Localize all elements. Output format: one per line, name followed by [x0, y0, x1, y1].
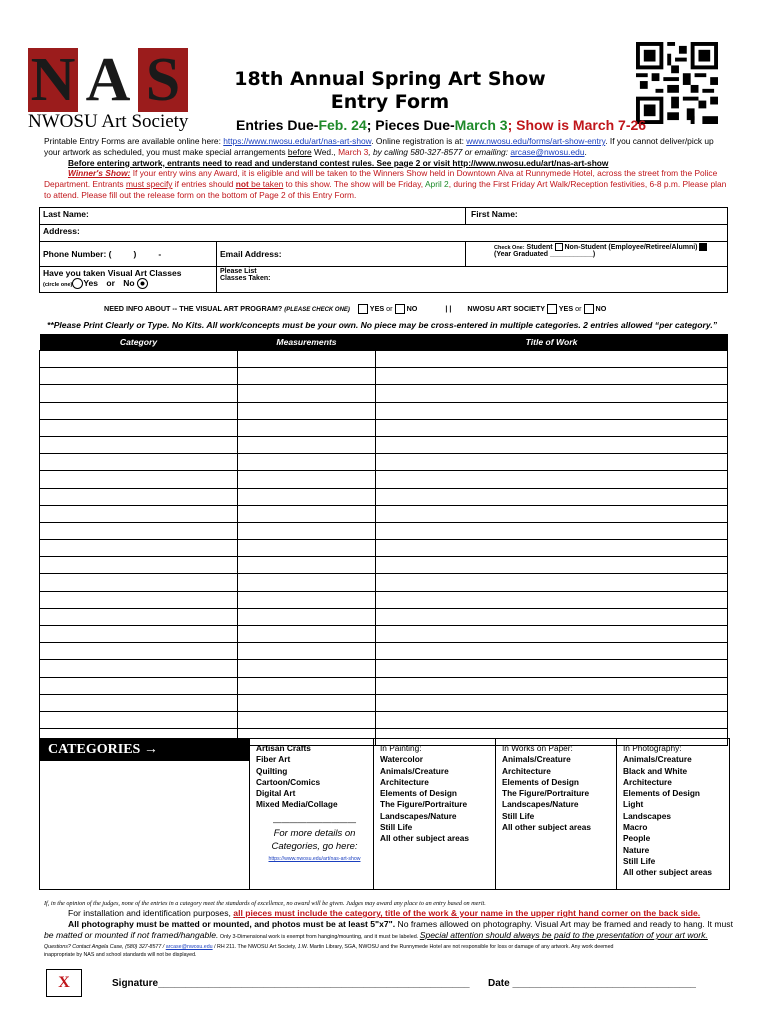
category-item: Black and White	[623, 765, 688, 776]
more-details-text	[256, 828, 373, 853]
entry-row	[40, 471, 728, 488]
first-name-field[interactable]	[466, 208, 728, 225]
category-item: Animals/Creature	[380, 765, 449, 776]
entry-row	[40, 385, 728, 402]
photography-requirement: All photography must be matted or mounted, and photos must be at least 5"x7".	[68, 919, 396, 929]
intro-line-1	[44, 136, 730, 147]
category-item: Animals/Creature	[623, 754, 692, 765]
category-item: Nature	[623, 844, 650, 855]
intro-text: if entries should	[172, 179, 236, 190]
measurements-cell[interactable]	[238, 522, 376, 539]
intro-text: to this show. The show will be Friday,	[283, 179, 425, 190]
or-label: or	[575, 304, 582, 313]
entry-row	[40, 694, 728, 711]
classes-taken-field[interactable]	[217, 267, 728, 293]
title-cell[interactable]	[376, 660, 728, 677]
signature-field[interactable]: Signature________________________________________________________	[112, 978, 470, 989]
category-item: Watercolor	[380, 754, 424, 765]
last-name-field[interactable]	[40, 208, 466, 225]
logo-letter-s: S	[138, 48, 188, 112]
measurements-cell[interactable]	[238, 608, 376, 625]
visual-art-classes-question	[40, 267, 217, 293]
please-list-label: Please List	[220, 268, 257, 275]
painting-header: In Painting:	[380, 743, 422, 753]
need-info-label: NEED INFO ABOUT -- THE VISUAL ART PROGRAM?	[104, 304, 283, 313]
intro-line-6: to attend. Please fill out the release form on the bottom of Page 2 of this Entry Form.	[44, 189, 357, 200]
art-society-no-label: NO	[595, 304, 607, 313]
entry-row	[40, 540, 728, 557]
category-cell[interactable]	[40, 608, 238, 625]
category-item: People	[623, 833, 651, 844]
contact-email-link[interactable]: arcase@nwosu.edu	[165, 944, 213, 950]
art-society-label: NWOSU ART SOCIETY	[467, 304, 545, 313]
judging-note: If, in the opinion of the judges, none of the entries in a category meet the standards of excellence, no award will be given. Judges may award any place to an entry based on merit.	[44, 900, 486, 907]
non-student-checkbox[interactable]	[699, 243, 707, 251]
entries-due-label: Entries Due-	[236, 117, 319, 133]
measurements-cell[interactable]	[238, 488, 376, 505]
title-cell[interactable]	[376, 574, 728, 591]
entry-row	[40, 368, 728, 385]
category-cell[interactable]	[40, 711, 238, 728]
category-item: All other subject areas	[502, 822, 591, 833]
entry-row	[40, 660, 728, 677]
phone-label: Phone Number: (	[43, 249, 112, 259]
title-of-work-header: Title of Work	[376, 334, 728, 351]
category-item: Animals/Creature	[502, 754, 571, 765]
title-cell[interactable]	[376, 351, 728, 368]
category-item: Mixed Media/Collage	[256, 799, 338, 810]
intro-text: your artwork as scheduled, you must make special arrangements	[44, 146, 288, 157]
please-check-one-label: (PLEASE CHECK ONE)	[284, 307, 350, 313]
separator: | |	[445, 304, 452, 313]
category-item: Elements of Design	[380, 788, 457, 799]
measurements-cell[interactable]	[238, 591, 376, 608]
category-rule: ——————————	[273, 816, 356, 827]
email-link[interactable]: arcase@nwosu.edu	[510, 146, 585, 157]
yes-label: Yes	[83, 278, 98, 288]
intro-line-2	[44, 147, 730, 158]
logo-letter-n: N	[28, 48, 78, 112]
title-cell[interactable]	[376, 608, 728, 625]
works-on-paper-header: In Works on Paper:	[502, 743, 573, 753]
category-item: Quilting	[256, 765, 288, 776]
intro-text: not	[235, 179, 249, 190]
measurements-cell[interactable]	[238, 505, 376, 522]
category-item: Still Life	[380, 822, 413, 833]
entry-row	[40, 711, 728, 728]
categories-title: CATEGORIES	[48, 742, 141, 757]
due-dates	[236, 117, 646, 133]
yes-radio[interactable]	[72, 278, 83, 289]
first-name-label: First Name:	[471, 209, 518, 219]
intro-date: April 2	[424, 179, 449, 190]
category-item: Elements of Design	[623, 788, 700, 799]
category-item: Landscapes	[623, 810, 671, 821]
category-cell[interactable]	[40, 419, 238, 436]
show-dates: ; Show is March 7-26	[507, 117, 647, 133]
entry-row	[40, 436, 728, 453]
category-item: Macro	[623, 822, 648, 833]
categories-col-general	[249, 739, 373, 889]
category-item: Landscapes/Nature	[502, 799, 579, 810]
entry-row	[40, 574, 728, 591]
address-field[interactable]	[40, 225, 728, 242]
photography-header: In Photography:	[623, 743, 682, 753]
print-clearly-notice: **Please Print Clearly or Type. No Kits. All work/concepts must be your own. No piece may be cross-entered in multiple categories. 2 entries allowed “per category.”	[47, 320, 718, 330]
art-society-no-checkbox[interactable]	[584, 304, 594, 314]
category-cell[interactable]	[40, 643, 238, 660]
measurements-cell[interactable]	[238, 419, 376, 436]
intro-date: March 3	[338, 146, 369, 157]
title-cell[interactable]	[376, 419, 728, 436]
categories-label	[40, 739, 249, 761]
general-category-list	[256, 743, 373, 811]
no-label: No	[123, 278, 135, 288]
entry-row	[40, 351, 728, 368]
identification-note	[44, 908, 734, 919]
entry-row	[40, 454, 728, 471]
classes-question-label: Have you taken Visual Art Classes	[43, 268, 182, 278]
category-item: Still Life	[502, 810, 535, 821]
arrow-right-icon: →	[143, 742, 158, 757]
phone-field[interactable]	[40, 242, 217, 267]
title-cell[interactable]	[376, 626, 728, 643]
matting-note	[44, 930, 734, 943]
entry-row	[40, 488, 728, 505]
category-item: Architecture	[623, 776, 672, 787]
nas-logo	[28, 48, 193, 136]
measurements-cell[interactable]	[238, 694, 376, 711]
phone-paren: )	[133, 249, 137, 259]
measurements-cell[interactable]	[238, 540, 376, 557]
rules-notice[interactable]: Before entering artwork, entrants need to read and understand contest rules. See page 2 or visit http://www.nwosu.edu/art/nas-art-show	[68, 157, 609, 168]
category-cell[interactable]	[40, 385, 238, 402]
measurements-cell[interactable]	[238, 711, 376, 728]
entry-row	[40, 643, 728, 660]
title-line-1: 18th Annual Spring Art Show	[234, 68, 546, 90]
category-cell[interactable]	[40, 351, 238, 368]
title-cell[interactable]	[376, 454, 728, 471]
footer-text: be matted or mounted if not framed/hangable.	[44, 930, 219, 940]
paper-category-list	[502, 754, 616, 833]
category-item: Digital Art	[256, 788, 296, 799]
footer-text: No frames allowed on photography. Visual Art may be framed and ready to hang. It must	[395, 919, 733, 929]
title-line-2: Entry Form	[330, 91, 450, 113]
entry-row	[40, 505, 728, 522]
intro-text: , by calling 580-327-8577 or emailing:	[368, 146, 511, 157]
measurements-cell[interactable]	[238, 660, 376, 677]
category-item: Architecture	[502, 765, 551, 776]
student-checkbox[interactable]	[555, 243, 563, 251]
intro-text: Printable Entry Forms are available online here:	[44, 136, 224, 146]
intro-text: Department. Entrants	[44, 179, 126, 190]
categories-col-paper	[495, 739, 616, 889]
category-item: Still Life	[623, 855, 656, 866]
category-cell[interactable]	[40, 471, 238, 488]
title-cell[interactable]	[376, 385, 728, 402]
category-item: Landscapes/Nature	[380, 810, 457, 821]
footer-text: Only 3-Dimensional work is exempt from hanging/mounting, and it must be labeled.	[218, 934, 420, 940]
entry-row	[40, 402, 728, 419]
title-cell[interactable]	[376, 436, 728, 453]
title-cell[interactable]	[376, 522, 728, 539]
intro-line-4	[44, 168, 730, 179]
category-item: The Figure/Portraiture	[380, 799, 468, 810]
title-cell[interactable]	[376, 677, 728, 694]
nas-art-show-link[interactable]: https://www.nwosu.edu/art/nas-art-show	[223, 136, 372, 146]
category-cell[interactable]	[40, 677, 238, 694]
category-cell[interactable]	[40, 522, 238, 539]
categories-col-photography	[616, 739, 729, 889]
photography-category-list	[623, 754, 729, 878]
title-cell[interactable]	[376, 694, 728, 711]
category-item: All other subject areas	[623, 867, 712, 878]
presentation-note: Special attention should always be paid to the presentation of your art work.	[419, 930, 708, 940]
category-cell[interactable]	[40, 454, 238, 471]
entry-row	[40, 608, 728, 625]
category-item: Cartoon/Comics	[256, 776, 321, 787]
title-cell[interactable]	[376, 488, 728, 505]
category-item: Light	[623, 799, 644, 810]
contact-note	[44, 943, 734, 951]
measurements-cell[interactable]	[238, 454, 376, 471]
measurements-header: Measurements	[238, 334, 376, 351]
category-cell[interactable]	[40, 574, 238, 591]
category-header: Category	[40, 334, 238, 351]
title-cell[interactable]	[376, 368, 728, 385]
inappropriate-note: inappropriate by NAS and school standards will not be displayed.	[44, 952, 197, 958]
measurements-cell[interactable]	[238, 471, 376, 488]
entry-row	[40, 419, 728, 436]
measurements-cell[interactable]	[238, 402, 376, 419]
footer-rules	[44, 899, 734, 959]
measurements-cell[interactable]	[238, 385, 376, 402]
category-cell[interactable]	[40, 694, 238, 711]
measurements-cell[interactable]	[238, 643, 376, 660]
measurements-cell[interactable]	[238, 626, 376, 643]
measurements-cell[interactable]	[238, 574, 376, 591]
art-society-yes-checkbox[interactable]	[547, 304, 557, 314]
painting-category-list	[380, 754, 495, 844]
intro-line-5	[44, 179, 730, 190]
year-graduated-field[interactable]: (Year Graduated ___________)	[494, 251, 596, 258]
category-item: All other subject areas	[380, 833, 469, 844]
logo-subtitle: NWOSU Art Society	[28, 111, 189, 132]
intro-text: If your entry wins any Award, it is eligible and will be taken to the Winners Show held in Downtown Alva at Runnymede Hotel, across the street from the Police	[130, 168, 718, 179]
category-cell[interactable]	[40, 557, 238, 574]
sign-here-marker: X	[46, 969, 82, 997]
intro-text: must specify	[125, 179, 173, 190]
measurements-cell[interactable]	[238, 368, 376, 385]
last-name-label: Last Name:	[43, 209, 89, 219]
art-society-yes-label: YES	[558, 304, 574, 313]
email-field[interactable]	[217, 242, 466, 267]
title-cell[interactable]	[376, 471, 728, 488]
art-program-no-label: NO	[406, 304, 418, 313]
entry-row	[40, 591, 728, 608]
category-item: Artisan Crafts	[256, 743, 311, 753]
category-item: Fiber Art	[256, 754, 291, 765]
student-status	[466, 242, 728, 267]
category-cell[interactable]	[40, 660, 238, 677]
art-program-no-checkbox[interactable]	[395, 304, 405, 314]
photography-note	[44, 919, 734, 930]
title-cell[interactable]	[376, 711, 728, 728]
intro-text: be taken	[248, 179, 284, 190]
entry-table	[39, 334, 728, 746]
footer-text: / RH 211. The NWOSU Art Society, J.W. Martin Library, SGA, NWOSU and the Runnymede Hotel are not responsible for loss or damage of any artwork. Any work deemed	[212, 944, 614, 950]
date-field[interactable]: Date _________________________________	[488, 978, 696, 989]
category-item: Elements of Design	[502, 776, 579, 787]
intro-text: . Online registration is at:	[371, 136, 467, 146]
circle-one-label: (circle one)	[43, 282, 73, 288]
qr-code-icon[interactable]	[636, 42, 718, 124]
label-requirement: all pieces must include the category, title of the work & your name in the upper right hand corner on the back side.	[233, 908, 701, 918]
or-label: or	[106, 278, 115, 288]
category-item: The Figure/Portraiture	[502, 788, 590, 799]
winners-show-label: Winner's Show:	[68, 168, 131, 179]
classes-taken-label: Classes Taken:	[220, 275, 271, 282]
entry-rows	[40, 351, 728, 746]
category-cell[interactable]	[40, 591, 238, 608]
more-details-line-1: For more details on	[273, 828, 356, 840]
measurements-cell[interactable]	[238, 677, 376, 694]
measurements-cell[interactable]	[238, 351, 376, 368]
title-cell[interactable]	[376, 540, 728, 557]
check-one-label: Check One:	[494, 244, 525, 251]
intro-text: , during the First Friday Art Walk/Reception festivities, 6-8 p.m. Please plan	[448, 179, 727, 190]
email-label: Email Address:	[220, 249, 282, 259]
or-label: or	[386, 304, 393, 313]
entry-row	[40, 677, 728, 694]
need-info-line	[104, 304, 606, 314]
student-label: Student	[526, 243, 553, 251]
measurements-cell[interactable]	[238, 557, 376, 574]
category-cell[interactable]	[40, 436, 238, 453]
title-cell[interactable]	[376, 643, 728, 660]
non-student-label: Non-Student (Employee/Retiree/Alumni)	[564, 243, 698, 251]
pieces-due-label: ; Pieces Due-	[366, 117, 455, 133]
categories-col-painting	[373, 739, 495, 889]
intro-text: before	[287, 146, 312, 157]
footer-text: Questions? Contact Angela Case, (580) 327-8577 /	[44, 944, 166, 950]
intro-text: .	[584, 146, 587, 157]
intro-paragraph	[44, 136, 730, 201]
art-program-yes-label: YES	[369, 304, 385, 313]
entries-due-date: Feb. 24	[318, 117, 367, 133]
more-details-line-2: Categories, go here:	[271, 840, 358, 852]
category-item: Architecture	[380, 776, 429, 787]
online-registration-link[interactable]: www.nwosu.edu/forms/art-show-entry	[466, 136, 606, 146]
title-cell[interactable]	[376, 505, 728, 522]
category-cell[interactable]	[40, 626, 238, 643]
category-cell[interactable]	[40, 505, 238, 522]
category-cell[interactable]	[40, 488, 238, 505]
footer-text: For installation and identification purposes,	[68, 908, 234, 918]
pieces-due-date: March 3	[454, 117, 508, 133]
phone-dash: -	[158, 249, 162, 259]
entry-row	[40, 557, 728, 574]
art-program-yes-checkbox[interactable]	[358, 304, 368, 314]
title-cell[interactable]	[376, 402, 728, 419]
category-cell[interactable]	[40, 540, 238, 557]
categories-box	[39, 738, 730, 890]
page-title	[230, 68, 550, 114]
categories-link[interactable]: https://www.nwosu.edu/art/nas-art-show	[268, 856, 361, 863]
no-radio[interactable]	[137, 278, 148, 289]
title-cell[interactable]	[376, 591, 728, 608]
entry-row	[40, 522, 728, 539]
measurements-cell[interactable]	[238, 436, 376, 453]
entry-row	[40, 626, 728, 643]
intro-text: Wed.,	[311, 146, 339, 157]
address-label: Address:	[43, 226, 80, 236]
category-cell[interactable]	[40, 368, 238, 385]
title-cell[interactable]	[376, 557, 728, 574]
logo-letter-a: A	[85, 46, 131, 114]
intro-text: . If you cannot deliver/pick up	[605, 136, 714, 146]
category-cell[interactable]	[40, 402, 238, 419]
entrant-info-form	[39, 207, 728, 293]
